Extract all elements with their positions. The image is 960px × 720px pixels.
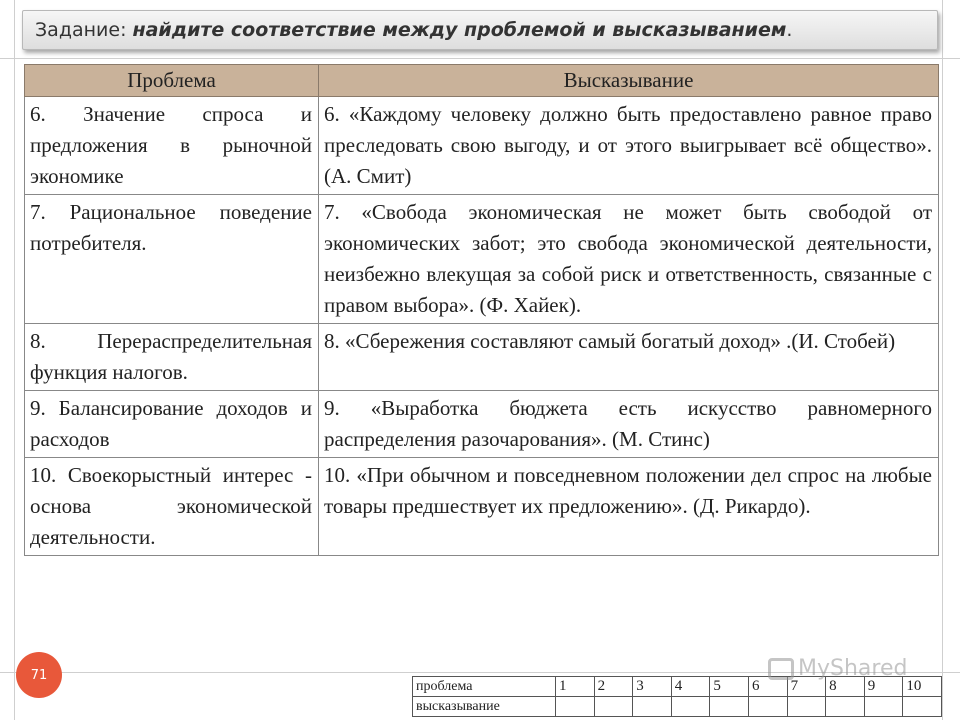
header-problem: Проблема bbox=[25, 65, 319, 97]
problem-cell: 8. Перераспределительная функция налогов. bbox=[25, 324, 319, 391]
answer-row-label: высказывание bbox=[413, 697, 556, 717]
statement-cell: 10. «При обычном и повседневном положении дел спрос на любые товары предшествует их предложению». (Д. Рикардо). bbox=[319, 458, 939, 556]
watermark-text: MyShared bbox=[798, 656, 908, 681]
statement-cell: 9. «Выработка бюджета есть искусство равномерного распределения разочарования». (М. Стинс) bbox=[319, 391, 939, 458]
task-end: . bbox=[786, 19, 793, 41]
task-text: найдите соответствие между проблемой и высказыванием bbox=[132, 19, 787, 41]
answer-number: 3 bbox=[633, 677, 672, 697]
table-row bbox=[25, 391, 939, 458]
table-row bbox=[25, 324, 939, 391]
answer-blank-cell[interactable] bbox=[826, 697, 865, 717]
answer-row-label: проблема bbox=[413, 677, 556, 697]
task-banner bbox=[22, 10, 938, 50]
answer-number: 5 bbox=[710, 677, 749, 697]
answer-blank-cell[interactable] bbox=[710, 697, 749, 717]
problem-cell: 10. Своекорыстный интерес - основа экономической деятельности. bbox=[25, 458, 319, 556]
answer-blank-cell[interactable] bbox=[633, 697, 672, 717]
header-statement: Высказывание bbox=[319, 65, 939, 97]
matching-table bbox=[24, 64, 939, 556]
frame-line-left bbox=[14, 0, 15, 720]
answer-blank-cell[interactable] bbox=[594, 697, 633, 717]
answer-grid bbox=[412, 676, 942, 717]
answer-row-problem bbox=[413, 677, 942, 697]
answer-number: 9 bbox=[864, 677, 903, 697]
page-number-badge: 71 bbox=[16, 652, 62, 698]
table-header-row bbox=[25, 65, 939, 97]
table-row bbox=[25, 195, 939, 324]
answer-blank-cell[interactable] bbox=[787, 697, 826, 717]
answer-blank-cell[interactable] bbox=[671, 697, 710, 717]
task-label: Задание: bbox=[35, 19, 127, 41]
table-row bbox=[25, 458, 939, 556]
answer-blank-cell[interactable] bbox=[748, 697, 787, 717]
answer-blank-cell[interactable] bbox=[864, 697, 903, 717]
problem-cell: 6. Значение спроса и предложения в рыночной экономике bbox=[25, 97, 319, 195]
frame-line-top bbox=[0, 58, 960, 59]
answer-number: 1 bbox=[556, 677, 595, 697]
statement-cell: 6. «Каждому человеку должно быть предоставлено равное право преследовать свою выгоду, и от этого выигрывает всё общество». (А. Смит) bbox=[319, 97, 939, 195]
answer-number: 6 bbox=[748, 677, 787, 697]
problem-cell: 7. Рациональное поведение потребителя. bbox=[25, 195, 319, 324]
table-row bbox=[25, 97, 939, 195]
answer-number: 8 bbox=[826, 677, 865, 697]
answer-blank-cell[interactable] bbox=[903, 697, 942, 717]
problem-cell: 9. Балансирование доходов и расходов bbox=[25, 391, 319, 458]
answer-number: 4 bbox=[671, 677, 710, 697]
answer-number: 2 bbox=[594, 677, 633, 697]
answer-blank-cell[interactable] bbox=[556, 697, 595, 717]
answer-row-statement bbox=[413, 697, 942, 717]
frame-line-bottom bbox=[0, 672, 960, 673]
frame-line-right bbox=[942, 0, 943, 720]
statement-cell: 8. «Сбережения составляют самый богатый доход» .(И. Стобей) bbox=[319, 324, 939, 391]
answer-number: 7 bbox=[787, 677, 826, 697]
statement-cell: 7. «Свобода экономическая не может быть свободой от экономических забот; это свобода экономической деятельности, неизбежно влекущая за собой риск и ответственность, связанные с правом выбора». (Ф. Хайек). bbox=[319, 195, 939, 324]
answer-number: 10 bbox=[903, 677, 942, 697]
